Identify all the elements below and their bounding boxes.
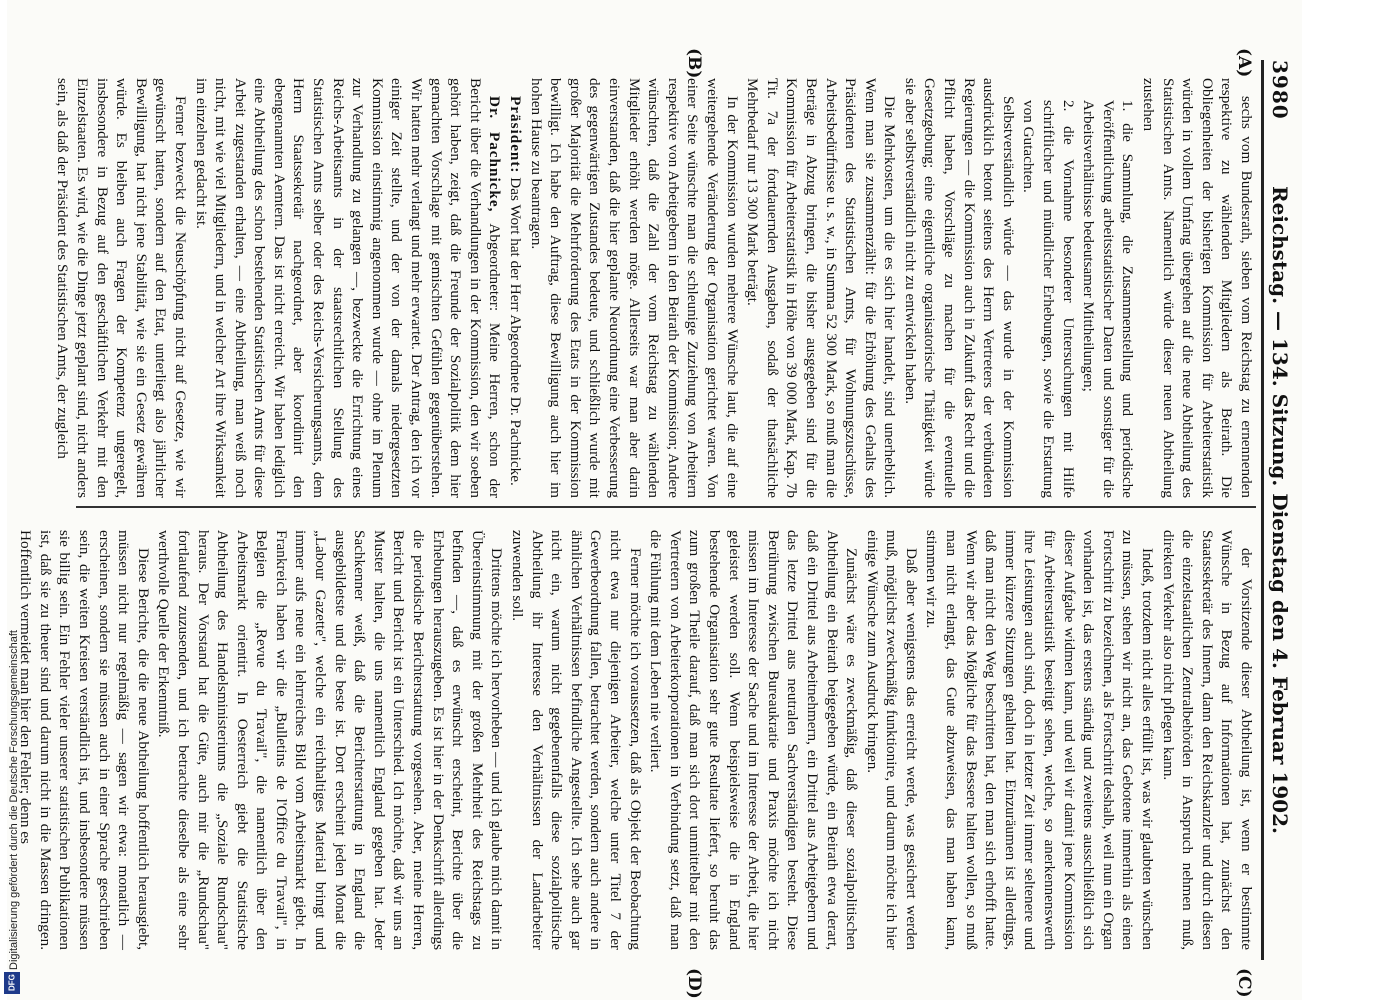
column-divider: [76, 506, 1256, 508]
paragraph: Drittens möchte ich hervorheben — und ich glaube mich damit in Übereinstimmung mit der großen Mehrheit des Reichstags zu befinden —, daß es erwünscht erscheint, Berichte über die Erhebungen herauszugeben. Es ist hier in der Denkschrift allerdings die periodische Berichterstattung vorgesehen. Aber, meine Herren, Bericht und Bericht ist ein Unterschied. Ich möchte, daß wir uns an Muster halten, die uns namentlich England gegeben hat. Jeder Sachkenner weiß, daß die Berichterstattung in England die ausgebildetste und die beste ist. Dort erscheint jeden Monat die „Labour Gazette", welche ein reichhaltiges Material bringt und immer aufs neue ein lehrreiches Bild vom Arbeitsmarkt giebt. In Frankreich haben wir die „Bulletins de l'Office du Travail", in Belgien die „Revue du Travail", die namentlich über den Arbeitsmarkt orientirt. In Oesterreich giebt die Statistische Abtheilung des Handelsministeriums die „Soziale Rundschau" heraus. Der Vorstand hat die Güte, auch mir die „Rundschau" fortlaufend zuzusenden, und ich betrachte dieselbe als eine sehr werthvolle Quelle der Erkenntniß.: [155, 530, 506, 950]
paragraph: Ferner bezweckt die Neuschöpfung nicht auf Gesetze, wie wir gewünscht hatten, sondern auf den Etat, unterliegt also jährlicher Bewilligung, hat nicht jene Stabilität, wie sie ein Gesetz gewähren würde. Es bleiben auch Fragen der Kompetenz ungeregelt, insbesondere in Bezug auf den geschäftlichen Verkehr mit den Einzelstaaten. Es wird, wie die Dinge jetzt geplant sind, nicht anders sein, als daß der Präsident des Statistischen Amts, der zugleich: [54, 78, 189, 498]
paragraph: Zunächst wäre es zweckmäßig, daß dieser sozialpolitischen Abtheilung ein Beirath beigegeben würde, ein Beirath etwa derart, daß ein Drittel aus Arbeitnehmern, ein Drittel aus Arbeitgebern und das letzte Drittel aus neutralen Sachverständigen besteht. Diese Berührung zwischen Bureaukratie und Praxis möchte ich nicht missen im Interesse der Sache und im Interesse der Arbeit, die hier geleistet werden soll. Wenn beispielsweise die in England bestehende Organisation sehr gute Resultate liefert, so beruht das zum großen Theile darauf, daß man sich dort unmittelbar mit den Vertretern von Arbeiterkorporationen in Verbindung setzt, daß man die Fühlung mit dem Leben nie verliert.: [647, 530, 861, 950]
speaker-text: Das Wort hat der Herr Abgeordnete Dr. Pachnicke.: [507, 177, 525, 486]
speaker-name: Dr. Pachnicke,: [486, 96, 504, 213]
margin-mark-c: (C): [1234, 968, 1254, 998]
paragraph: Indeß, trotzdem nicht alles erfüllt ist, was wir glaubten wünschen zu müssen, stehen wir nicht an, das Gebotene immerhin als einen Fortschritt zu bezeichnen, als Fortschritt deshalb, weil nun ein Organ vorhanden ist, das erstens ständig und zweitens ausschließlich sich dieser Aufgabe widmen kann, und weil wir damit jene Kommission für Arbeiterstatistik beseitigt sehen, welche, so anerkennenswerth ihre Leistungen auch sind, doch in letzter Zeit immer seltenere und immer kürzere Sitzungen gehalten hat. Einzuräumen ist allerdings, daß man nicht den Weg beschritten hat, den man sich erhofft hatte. Wenn wir aber das Mögliche für das Bessere halten wollen, so muß man nicht erlangt, das Gute abzuweisen, das man haben kann, stimmen wir zu.: [923, 530, 1157, 950]
margin-mark-a: (A): [1234, 48, 1254, 78]
margin-mark-d: (D): [684, 968, 704, 999]
paragraph: Daß aber wenigstens das erreicht werde, was gesichert werden muß, möglichst zweckmäßig funktionire, und darum möchte ich hier einige Wünsche zum Ausdruck bringen.: [863, 530, 920, 950]
paragraph: Selbstverständlich würde — das wurde in der Kommission ausdrücklich betont seitens des Herrn Vertreters der verbündeten Regierungen — die Kommission auch in Zukunft das Recht und die Pflicht haben, Vorschläge zu machen für die eventuelle Gesetzgebung; eine eigentliche organisatorische Thätigkeit würde sie aber selbstverständlich nicht zu entwickeln haben.: [901, 78, 1017, 498]
page-title: Reichstag. — 134. Sitzung. Dienstag den 4. Februar 1902.: [1268, 186, 1292, 834]
speaker-text: Abgeordneter: Meine Herren, schon der Bericht über die Verhandlungen in der Kommission, den wir soeben gehört haben, zeigt, daß die Freunde der Sozialpolitik dem hier gemachten Vorschlage mit gemischten Gefühlen gegenüberstehen. Wir hatten mehr verlangt und mehr erwartet. Der Antrag, den ich vor einiger Zeit stellte, und der von der damals niedergesetzten Kommission einstimmig angenommen wurde — ohne im Plenum zur Verhandlung zu gelangen —, bezweckte die Errichtung eines Reichs-Arbeitsamts in der staatsrechtlichen Stellung des Statistischen Amts selber oder des Reichs-Versicherungsamts, dem Herrn Staatssekretär nachgeordnet, aber koordinirt den ebengenannten Aemtern. Das ist nicht erreicht. Wir haben lediglich eine Abtheilung des schon bestehenden Statistischen Amts für diese Arbeit zugestanden erhalten, — eine Abtheilung, man weiß noch nicht, mit wie viel Mitgliedern, und in welcher Art ihre Wirksamkeit im einzelnen gedacht ist.: [192, 78, 504, 498]
header-rule: [1261, 60, 1264, 960]
funding-credit: Digitalisierung gefördert durch die Deutsche Forschungsgemeinschaft: [8, 630, 20, 970]
digitization-footer: [0, 0, 30, 1000]
right-column: [17, 530, 1256, 950]
list-item: 1. die Sammlung, die Zusammenstellung und periodische Veröffentlichung arbeitsstatistischer Daten und sonstiger für die Arbeitsverhältnisse bedeutsamer Mittheilungen;: [1080, 100, 1137, 498]
left-column: [56, 78, 1256, 498]
document-page: [7, 0, 1302, 1000]
speaker-name: Präsident:: [507, 96, 525, 174]
paragraph: Diese Berichte, die die neue Abtheilung hoffentlich herausgiebt, müssen nicht nur regelmäßig — sagen wir etwa: monatlich — erscheinen, sondern sie müssen auch in einer Sprache geschrieben sein, die weiten Kreisen verständlich ist, und insbesondere müssen sie billig sein. Ein Fehler vieler unserer statistischen Publikationen ist, daß sie zu theuer sind und darum nicht in die Massen dringen. Hoffentlich vermeidet man hier den Fehler; denn es: [17, 530, 152, 950]
page-number: 3980: [1268, 60, 1292, 120]
paragraph: Die Mehrkosten, um die es sich hier handelt, sind unerheblich. Wenn man sie zusammenzählt: für die Erhöhung des Gehalts des Präsidenten des Statistischen Amts, für Wohnungszuschüsse, Arbeitsbedürfnisse u. s. w., in Summa 52 300 Mark, so muß man die Beträge in Abzug bringen, die bisher ausgegeben sind für die Kommission für Arbeiterstatistik in Höhe von 39 000 Mark, Kap. 7b Tit. 7a der fortdauernden Ausgaben, sodaß der thatsächliche Mehrbedarf nur 13 300 Mark beträgt.: [744, 78, 899, 498]
speaker-paragraph: [191, 78, 505, 498]
paragraph: sechs vom Bundesrath, sieben vom Reichstag zu ernennenden respektive zu wählenden Mitgliedern als Beirath. Die Obliegenheiten der bisherigen Kommission für Arbeiterstatistik würden in vollem Umfang übergehen auf die neue Abtheilung des Statistischen Amts. Namentlich würde dieser neuen Abtheilung zustehen: [1140, 78, 1255, 498]
paragraph: In der Kommission wurden mehrere Wünsche laut, die auf eine weitergehende Veränderung der Organisation gerichtet waren. Von einer Seite wünschte man die schleunige Zuziehung von Arbeitern respektive von Arbeitgebern in den Beirath der Kommission; Andere wünschten, daß die Zahl der vom Reichstag zu wählenden Mitglieder erhöht werden möge. Allerseits war man aber darin einverstanden, daß die hier geplante Neuordnung eine Verbesserung des gegenwärtigen Zustandes bedeute, und schließlich wurde mit großer Majorität die Mehrforderung des Etats in der Kommission bewilligt. Ich habe den Auftrag, diese Bewilligung auch hier im hohen Hause zu beantragen.: [527, 78, 741, 498]
margin-mark-b: (B): [684, 48, 704, 79]
page-header: [1266, 60, 1296, 960]
paragraph: Ferner möchte ich voraussetzen, daß als Objekt der Beobachtung nicht etwa nur diejenigen Arbeiter, welche unter Titel 7 der Gewerbeordnung fallen, betrachtet werden, sondern auch andere in ähnlichen Verhältnissen befindliche Angestellte. Ich sehe auch gar nicht ein, warum nicht gegebenenfalls diese sozialpolitische Abtheilung ihr Interesse den Verhältnissen der Landarbeiter zuwenden soll.: [509, 530, 644, 950]
dfg-logo-icon: DFG: [4, 972, 20, 994]
list-item: 2. die Vornahme besonderer Untersuchungen mit Hilfe schriftlicher und mündlicher Erhebungen, sowie die Erstattung von Gutachten.: [1020, 100, 1077, 498]
speaker-paragraph: [505, 78, 525, 498]
paragraph: der Vorsitzende dieser Abtheilung ist, wenn er bestimmte Wünsche in Bezug auf Informationen hat, zunächst den Staatssekretär des Innern, dann den Reichskanzler und durch diesen die einzelstaatlichen Zentralbehörden in Anspruch nehmen muß, direkten Verkehr also nicht pflegen kann.: [1159, 530, 1255, 950]
